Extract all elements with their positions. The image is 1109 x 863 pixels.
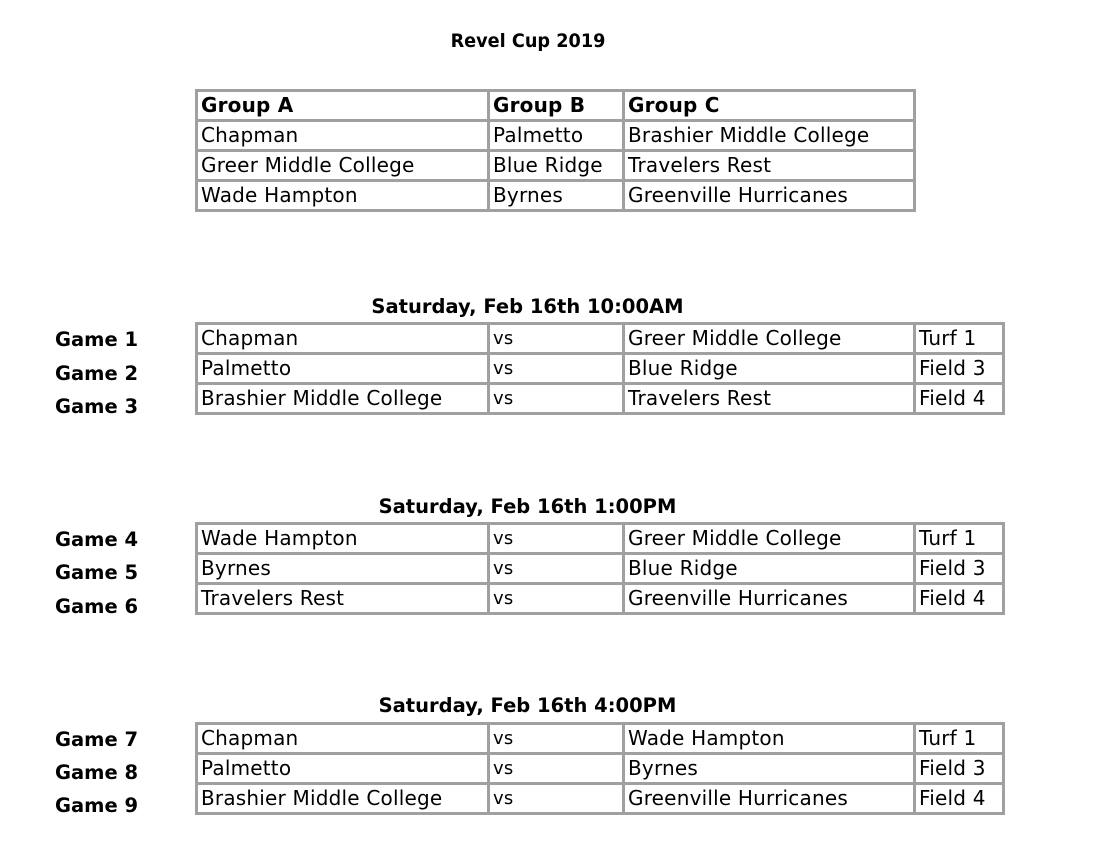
groups-table: [195, 89, 916, 212]
home-team: Byrnes: [197, 554, 489, 584]
game-label: Game 4: [55, 528, 139, 551]
home-team: Travelers Rest: [197, 584, 489, 614]
game-label: Game 7: [55, 728, 139, 751]
table-row: [197, 724, 1004, 754]
vs-label: vs: [489, 724, 624, 754]
field-name: Turf 1: [915, 724, 1004, 754]
schedule-table: [195, 522, 1005, 615]
page-title: Revel Cup 2019: [450, 30, 606, 52]
table-row: [197, 524, 1004, 554]
table-row: [197, 554, 1004, 584]
groups-header-row: [197, 91, 915, 121]
table-row: [197, 384, 1004, 414]
table-row: [197, 181, 915, 211]
home-team: Wade Hampton: [197, 524, 489, 554]
field-name: Field 3: [915, 754, 1004, 784]
field-name: Field 4: [915, 384, 1004, 414]
away-team: Blue Ridge: [624, 354, 915, 384]
field-name: Turf 1: [915, 524, 1004, 554]
group-c-team: Greenville Hurricanes: [624, 181, 915, 211]
away-team: Greenville Hurricanes: [624, 784, 915, 814]
group-b-team: Byrnes: [489, 181, 624, 211]
home-team: Palmetto: [197, 354, 489, 384]
schedule-table: [195, 322, 1005, 415]
group-a-header: Group A: [197, 91, 489, 121]
away-team: Travelers Rest: [624, 384, 915, 414]
session-heading: Saturday, Feb 16th 1:00PM: [378, 495, 677, 518]
game-label: Game 9: [55, 794, 139, 817]
away-team: Blue Ridge: [624, 554, 915, 584]
away-team: Byrnes: [624, 754, 915, 784]
field-name: Turf 1: [915, 324, 1004, 354]
schedule-table: [195, 722, 1005, 815]
group-a-team: Wade Hampton: [197, 181, 489, 211]
group-a-team: Greer Middle College: [197, 151, 489, 181]
group-b-team: Blue Ridge: [489, 151, 624, 181]
table-row: [197, 324, 1004, 354]
vs-label: vs: [489, 584, 624, 614]
home-team: Palmetto: [197, 754, 489, 784]
home-team: Brashier Middle College: [197, 784, 489, 814]
game-label: Game 5: [55, 561, 139, 584]
field-name: Field 4: [915, 784, 1004, 814]
table-row: [197, 151, 915, 181]
table-row: [197, 121, 915, 151]
session-heading: Saturday, Feb 16th 10:00AM: [371, 295, 684, 318]
vs-label: vs: [489, 324, 624, 354]
away-team: Greer Middle College: [624, 324, 915, 354]
table-row: [197, 754, 1004, 784]
session-heading: Saturday, Feb 16th 4:00PM: [378, 694, 677, 717]
group-c-team: Brashier Middle College: [624, 121, 915, 151]
vs-label: vs: [489, 524, 624, 554]
group-b-team: Palmetto: [489, 121, 624, 151]
group-c-team: Travelers Rest: [624, 151, 915, 181]
table-row: [197, 584, 1004, 614]
vs-label: vs: [489, 554, 624, 584]
game-label: Game 2: [55, 362, 139, 385]
group-c-header: Group C: [624, 91, 915, 121]
away-team: Greenville Hurricanes: [624, 584, 915, 614]
field-name: Field 4: [915, 584, 1004, 614]
home-team: Chapman: [197, 324, 489, 354]
vs-label: vs: [489, 384, 624, 414]
game-label: Game 1: [55, 328, 139, 351]
home-team: Brashier Middle College: [197, 384, 489, 414]
game-label: Game 6: [55, 595, 139, 618]
away-team: Greer Middle College: [624, 524, 915, 554]
home-team: Chapman: [197, 724, 489, 754]
table-row: [197, 784, 1004, 814]
game-label: Game 8: [55, 761, 139, 784]
group-a-team: Chapman: [197, 121, 489, 151]
field-name: Field 3: [915, 354, 1004, 384]
away-team: Wade Hampton: [624, 724, 915, 754]
vs-label: vs: [489, 754, 624, 784]
table-row: [197, 354, 1004, 384]
vs-label: vs: [489, 354, 624, 384]
game-label: Game 3: [55, 395, 139, 418]
vs-label: vs: [489, 784, 624, 814]
group-b-header: Group B: [489, 91, 624, 121]
field-name: Field 3: [915, 554, 1004, 584]
